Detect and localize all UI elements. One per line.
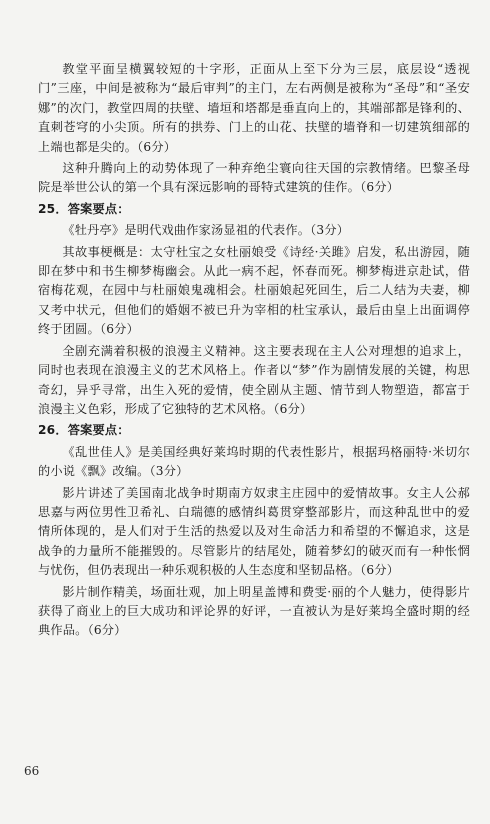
page-number: 66 <box>24 764 40 778</box>
paragraph-cathedral-structure: 教堂平面呈横翼较短的十字形，正面从上至下分为三层，底层设“透视门”三座，中间是被称为“最后审判”的主门，左右两侧是被称为“圣母”和“圣安娜”的次门，教堂四周的扶壁、墙垣和塔都是垂直向上的，其端部都是锋利的、直刺苍穹的小尖顶。所有的拱券、门上的山花、扶壁的墙脊和一切建筑细部的上端也都是尖的。（6分） <box>38 62 470 154</box>
paragraph-film-production: 影片制作精美，场面壮观，加上明星盖博和费雯·丽的个人魅力，使得影片获得了商业上的巨大成功和评论界的好评，一直被认为是好莱坞全盛时期的经典作品。（6分） <box>38 584 470 638</box>
paragraph-film-intro: 《乱世佳人》是美国经典好莱坞时期的代表性影片，根据玛格丽特·米切尔的小说《飘》改编。（3分） <box>38 444 470 479</box>
paragraph-cathedral-significance: 这种升腾向上的动势体现了一种弃绝尘寰向往天国的宗教情绪。巴黎圣母院是举世公认的第一个具有深远影响的哥特式建筑的佳作。（6分） <box>38 161 470 195</box>
answer-heading-25: 25．答案要点： <box>38 201 130 216</box>
paragraph-peony-pavilion-author: 《牡丹亭》是明代戏曲作家汤显祖的代表作。（3分） <box>62 223 350 238</box>
answer-heading-26: 26．答案要点： <box>38 423 130 438</box>
paragraph-peony-pavilion-plot: 其故事梗概是：太守杜宝之女杜丽娘受《诗经·关雎》启发，私出游园，随即在梦中和书生柳梦梅幽会。从此一病不起，怀春而死。柳梦梅进京赴试，借宿梅花观，在园中与杜丽娘鬼魂相会。杜丽娘起死回生，后二人结为夫妻，柳又考中状元，但他们的婚姻不被已升为宰相的杜宝承认，最后由皇上出面调停终于团圆。（6分） <box>38 244 470 337</box>
answer-content <box>38 60 470 643</box>
paragraph-film-story: 影片讲述了美国南北战争时期南方奴隶主庄园中的爱情故事。女主人公郝思嘉与两位男性卫希礼、白瑞德的感情纠葛贯穿整部影片，而这种乱世中的爱情所体现的，是人们对于生活的热爱以及对生命活力和希望的不懈追求，这是战争的力量所不能摧毁的。尽管影片的结尾处，随着梦幻的破灭而有一种怅惘与忧伤，但仍表现出一种乐观积极的人生态度和坚韧品格。（6分） <box>38 485 470 578</box>
paragraph-peony-pavilion-style: 全剧充满着积极的浪漫主义精神。这主要表现在主人公对理想的追求上，同时也表现在浪漫主义的艺术风格上。作者以“梦”作为剧情发展的关键，构思奇幻，异乎寻常，出生入死的爱情，使全剧从主题、情节到人物塑造，都富于浪漫主义色彩，形成了它独特的艺术风格。（6分） <box>38 343 470 416</box>
